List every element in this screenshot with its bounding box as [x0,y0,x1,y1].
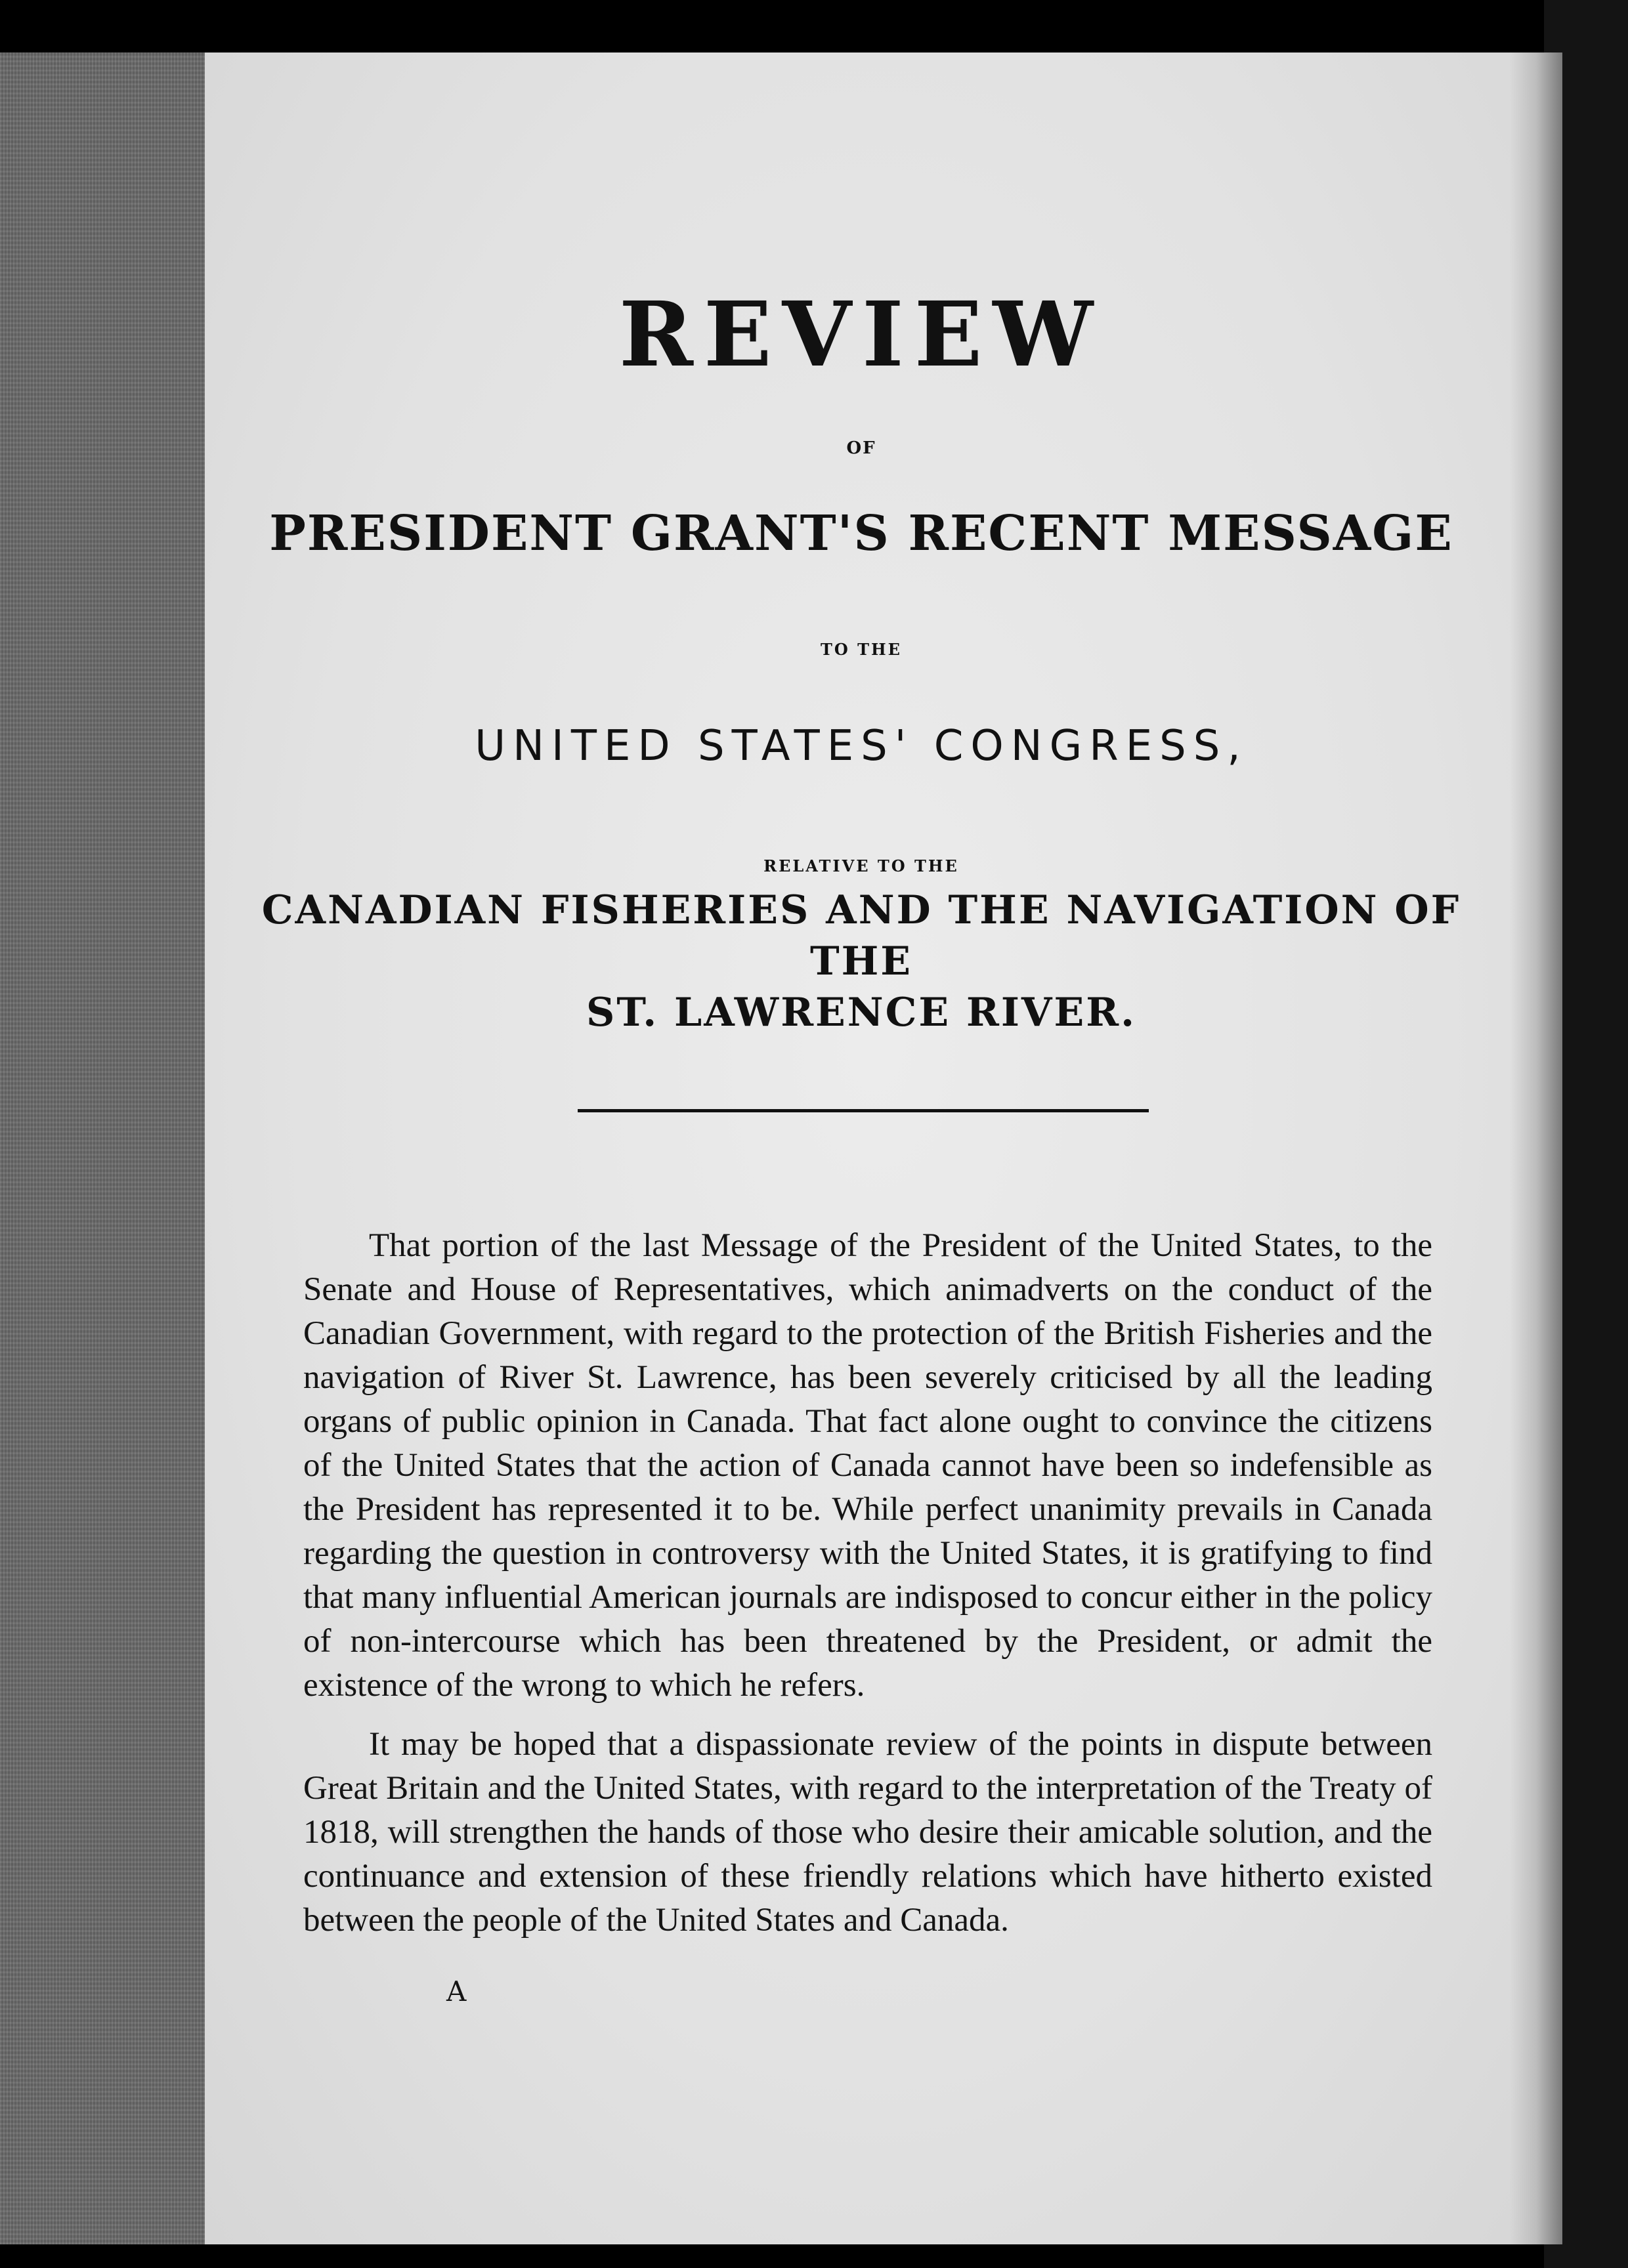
title-topic-line-2: ST. LAWRENCE RIVER. [586,990,1136,1036]
title-connector-of: OF [846,438,876,458]
title-connector-to: TO THE [821,640,902,659]
page-edge-shadow [1510,52,1562,2244]
signature-mark: A [446,1975,467,2007]
document-subtitle: PRESIDENT GRANT'S RECENT MESSAGE [269,505,1453,562]
title-divider-rule [578,1109,1149,1112]
document-title: REVIEW [618,282,1104,387]
title-topic-line-1: CANADIAN FISHERIES AND THE NAVIGATION OF THE [261,887,1461,984]
title-topic [205,885,1518,1038]
book-binding [0,52,205,2244]
title-connector-relative: RELATIVE TO THE [763,856,959,875]
title-congress: UNITED STATES' CONGRESS, [475,722,1248,770]
body-paragraph-1: That portion of the last Message of the President of the United States, to the Senate and House of Representatives, which animadverts on the conduct of the Canadian Government, with regard to the protection of the British Fisheries and the navigation of River St. Lawrence, has been severely criticised by all the leading organs of public opinion in Canada. That fact alone ought to convince the citizens of the United States that the action of Canada cannot have been so indefensible as the President has represented it to be. While perfect unanimity prevails in Canada regarding the question in controversy with the United States, it is gratifying to find that many influential American journals are indisposed to concur either in the policy of non-intercourse which has been threatened by the President, or admit the existence of the wrong to which he refers. [303,1227,1432,1704]
body-paragraph-2: It may be hoped that a dispassionate review of the points in dispute between Great Britain and the United States, with regard to the interpretation of the Treaty of 1818, will strengthen the hands of those who desire their amicable solution, and the continuance and extension of these friendly relations which have hitherto existed between the people of the United States and Canada. [303,1726,1432,1939]
